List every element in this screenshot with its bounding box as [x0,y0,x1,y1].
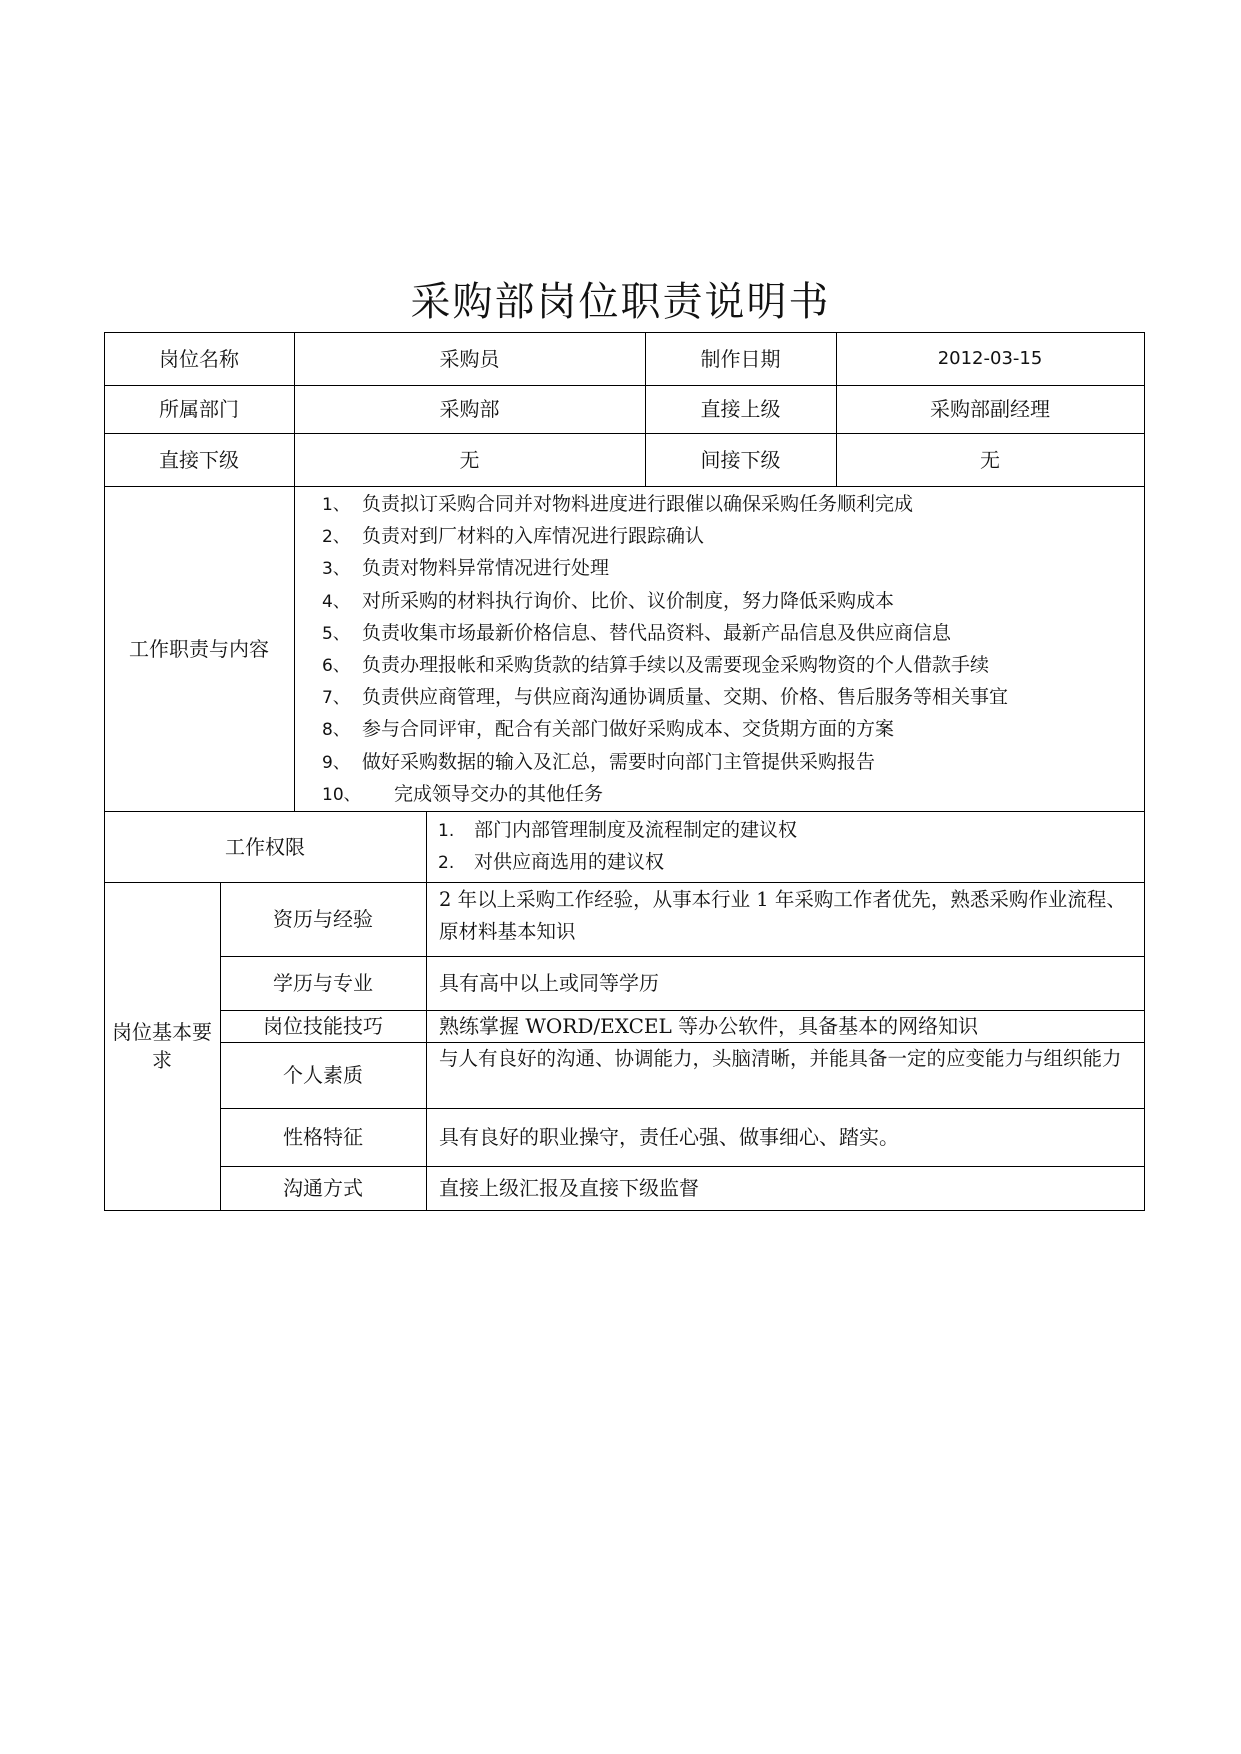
position-name-value: 采购员 [439,346,500,371]
skills-value: 熟练掌握 WORD/EXCEL 等办公软件，具备基本的网络知识 [439,1014,979,1038]
list-item: 7、 负责供应商管理，与供应商沟通协调质量、交期、价格、售后服务等相关事宜 [322,686,1009,709]
indirect-subordinate-value: 无 [980,447,1000,472]
direct-subordinate-label: 直接下级 [159,447,239,472]
personality-label: 性格特征 [283,1125,363,1149]
education-value: 具有高中以上或同等学历 [439,971,659,995]
created-date-label: 制作日期 [700,346,781,371]
list-item: 8、 参与合同评审，配合有关部门做好采购成本、交货期方面的方案 [322,718,895,741]
list-item: 10、 完成领导交办的其他任务 [322,782,604,805]
requirements-label: 岗位基本要求 [112,1020,212,1072]
duties-label: 工作职责与内容 [129,636,269,661]
department-label: 所属部门 [159,397,239,421]
list-item: 9、 做好采购数据的输入及汇总，需要时向部门主管提供采购报告 [322,750,876,773]
communication-label: 沟通方式 [283,1176,363,1200]
education-label: 学历与专业 [273,971,373,995]
authority-label: 工作权限 [225,834,305,859]
direct-subordinate-value: 无 [459,447,480,472]
personality-value: 具有良好的职业操守，责任心强、做事细心、踏实。 [439,1125,899,1149]
document-title: 采购部岗位职责说明书 [410,279,831,325]
duties-list [322,488,1137,810]
experience-label: 资历与经验 [273,907,373,931]
position-name-label: 岗位名称 [159,346,239,371]
experience-value: 2 年以上采购工作经验，从事本行业 1 年采购工作者优先，熟悉采购作业流程、原材料基本知识 [439,888,1126,943]
list-item: 3、 负责对物料异常情况进行处理 [322,557,610,580]
indirect-subordinate-label: 间接下级 [700,447,781,472]
list-item: 4、 对所采购的材料执行询价、比价、议价制度，努力降低采购成本 [322,589,895,612]
authority-list [438,814,1138,878]
list-item: 1、 负责拟订采购合同并对物料进度进行跟催以确保采购任务顺利完成 [322,493,914,515]
list-item: 5、 负责收集市场最新价格信息、替代品资料、最新产品信息及供应商信息 [322,621,952,644]
direct-superior-label: 直接上级 [700,397,781,421]
list-item: 2、 负责对到厂材料的入库情况进行跟踪确认 [322,525,705,548]
personal-quality-label: 个人素质 [283,1063,363,1087]
direct-superior-value: 采购部副经理 [930,397,1050,421]
list-item: 2. 对供应商选用的建议权 [438,851,665,874]
list-item: 1. 部门内部管理制度及流程制定的建议权 [438,819,798,841]
department-value: 采购部 [439,397,500,421]
skills-label: 岗位技能技巧 [263,1014,383,1038]
personal-quality-value: 与人有良好的沟通、协调能力，头脑清晰，并能具备一定的应变能力与组织能力 [439,1047,1122,1070]
table-border-bottom [104,1210,1145,1211]
list-item: 6、 负责办理报帐和采购货款的结算手续以及需要现金采购物资的个人借款手续 [322,653,990,676]
table-border-right [1144,332,1145,1211]
created-date-value: 2012-03-15 [937,347,1043,369]
communication-value: 直接上级汇报及直接下级监督 [439,1176,699,1200]
